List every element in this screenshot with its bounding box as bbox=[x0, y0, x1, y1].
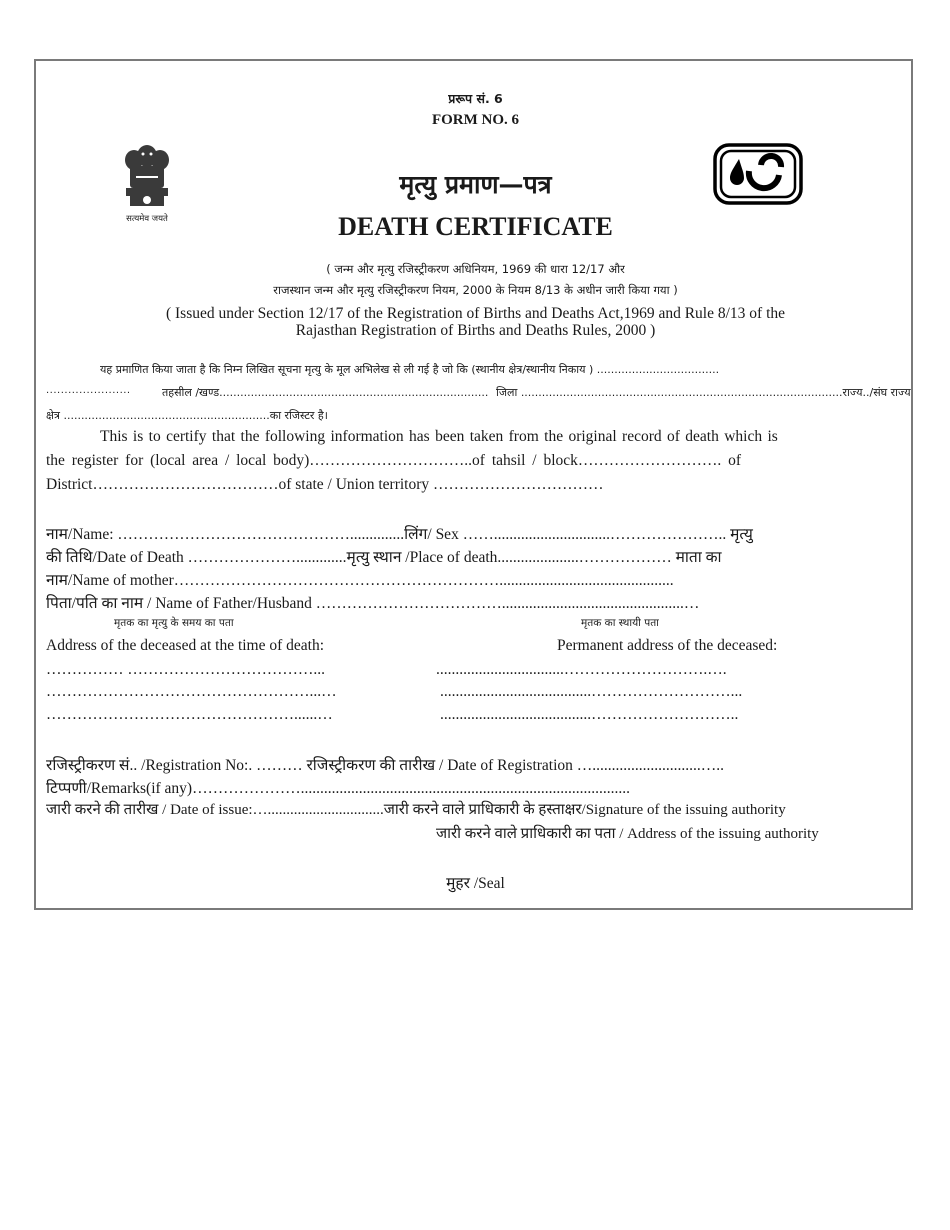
title-hindi: मृत्यु प्रमाण—पत्र bbox=[399, 170, 552, 199]
certify-hindi-tahsil: तहसील /खण्ड............................................................................. bbox=[162, 386, 489, 399]
address-at-death-line3: …………………………………………......… bbox=[46, 706, 333, 723]
seal-label: मुहर /Seal bbox=[446, 875, 505, 892]
certify-hindi-district: जिला ............................................................................................राज्य../संघ राज्य bbox=[496, 386, 911, 399]
issued-under-line2: Rajasthan Registration of Births and Deaths Rules, 2000 ) bbox=[295, 322, 656, 339]
permanent-address-label: Permanent address of the deceased: bbox=[557, 637, 778, 654]
issued-under-line1: ( Issued under Section 12/17 of the Registration of Births and Deaths Act,1969 and Rule 8/13 of the bbox=[165, 305, 786, 322]
certify-hindi-line3: क्षेत्र ...........................................................का रजिस्टर है। bbox=[46, 409, 328, 422]
address-at-death-line2: ……………………………………………...… bbox=[46, 683, 337, 700]
title: DEATH CERTIFICATE bbox=[338, 212, 613, 241]
date-place-of-death-field: की तिथि/Date of Death ………………….............मृत्यु स्थान /Place of death.....................……………… माता का bbox=[46, 549, 722, 566]
authority-address-field: जारी करने वाले प्राधिकारी का पता / Address of the issuing authority bbox=[436, 826, 819, 842]
issue-date-signature-field: जारी करने की तारीख / Date of issue:…...............................जारी करने वाले प्राधिकारी के हस्ताक्षर/Signature of the issuing authority bbox=[46, 802, 786, 818]
address-at-death-label: Address of the deceased at the time of death: bbox=[46, 637, 325, 654]
name-sex-field: नाम/Name: ………………………………………..............लिंग/ Sex ……..............................………………….. मृत्यु bbox=[46, 526, 753, 543]
permanent-address-hindi: मृतक का स्थायी पता bbox=[581, 617, 659, 629]
permanent-address-line1: .................................……………………….…. bbox=[436, 661, 727, 678]
mother-name-field: नाम/Name of mother………………………………………………………............................................. bbox=[46, 572, 674, 589]
father-husband-field: पिता/पति का नाम / Name of Father/Husband ………………………………...............................................… bbox=[46, 595, 700, 612]
emblem-motto: सत्यमेव जयते bbox=[126, 214, 168, 224]
certify-line3: District………………………………of state / Union territory …………………………… bbox=[46, 476, 604, 493]
certificate-frame bbox=[34, 59, 913, 910]
registration-field: रजिस्ट्रीकरण सं.. /Registration No:. ……… रजिस्ट्रीकरण की तारीख / Date of Registration …............................….. bbox=[46, 757, 725, 774]
address-at-death-line1: …………… ………………………………... bbox=[46, 661, 325, 678]
certify-hindi-line1: यह प्रमाणित किया जाता है कि निम्न लिखित सूचना मृत्यु के मूल अभिलेख से ली गई है जो कि (स्थानीय क्षेत्र/स्थानीय निकाय ) ................................... bbox=[100, 363, 720, 376]
remarks-field: टिप्पणी/Remarks(if any)…………………..................................................................................... bbox=[46, 780, 630, 797]
form-number-hindi: प्ररूप सं. 6 bbox=[448, 91, 503, 106]
certify-line2: the register for (local area / local body)…………………………..of tahsil / block………………………. of bbox=[46, 452, 742, 469]
permanent-address-line2: .......................................………………………... bbox=[440, 683, 743, 700]
certify-hindi-line2a: ....................... bbox=[46, 385, 131, 396]
certify-line1: This is to certify that the following information has been taken from the original record of death which is bbox=[100, 428, 778, 445]
form-number: FORM NO. 6 bbox=[431, 112, 520, 128]
address-at-death-hindi: मृतक का मृत्यु के समय का पता bbox=[114, 617, 234, 629]
issued-under-hindi-line1: ( जन्म और मृत्यु रजिस्ट्रीकरण अधिनियम, 1969 की धारा 12/17 और bbox=[326, 262, 625, 276]
issued-under-hindi-line2: राजस्थान जन्म और मृत्यु रजिस्ट्रीकरण नियम, 2000 के नियम 8/13 के अधीन जारी किया गया ) bbox=[273, 283, 678, 297]
permanent-address-line3: .......................................……………………….. bbox=[440, 706, 739, 723]
